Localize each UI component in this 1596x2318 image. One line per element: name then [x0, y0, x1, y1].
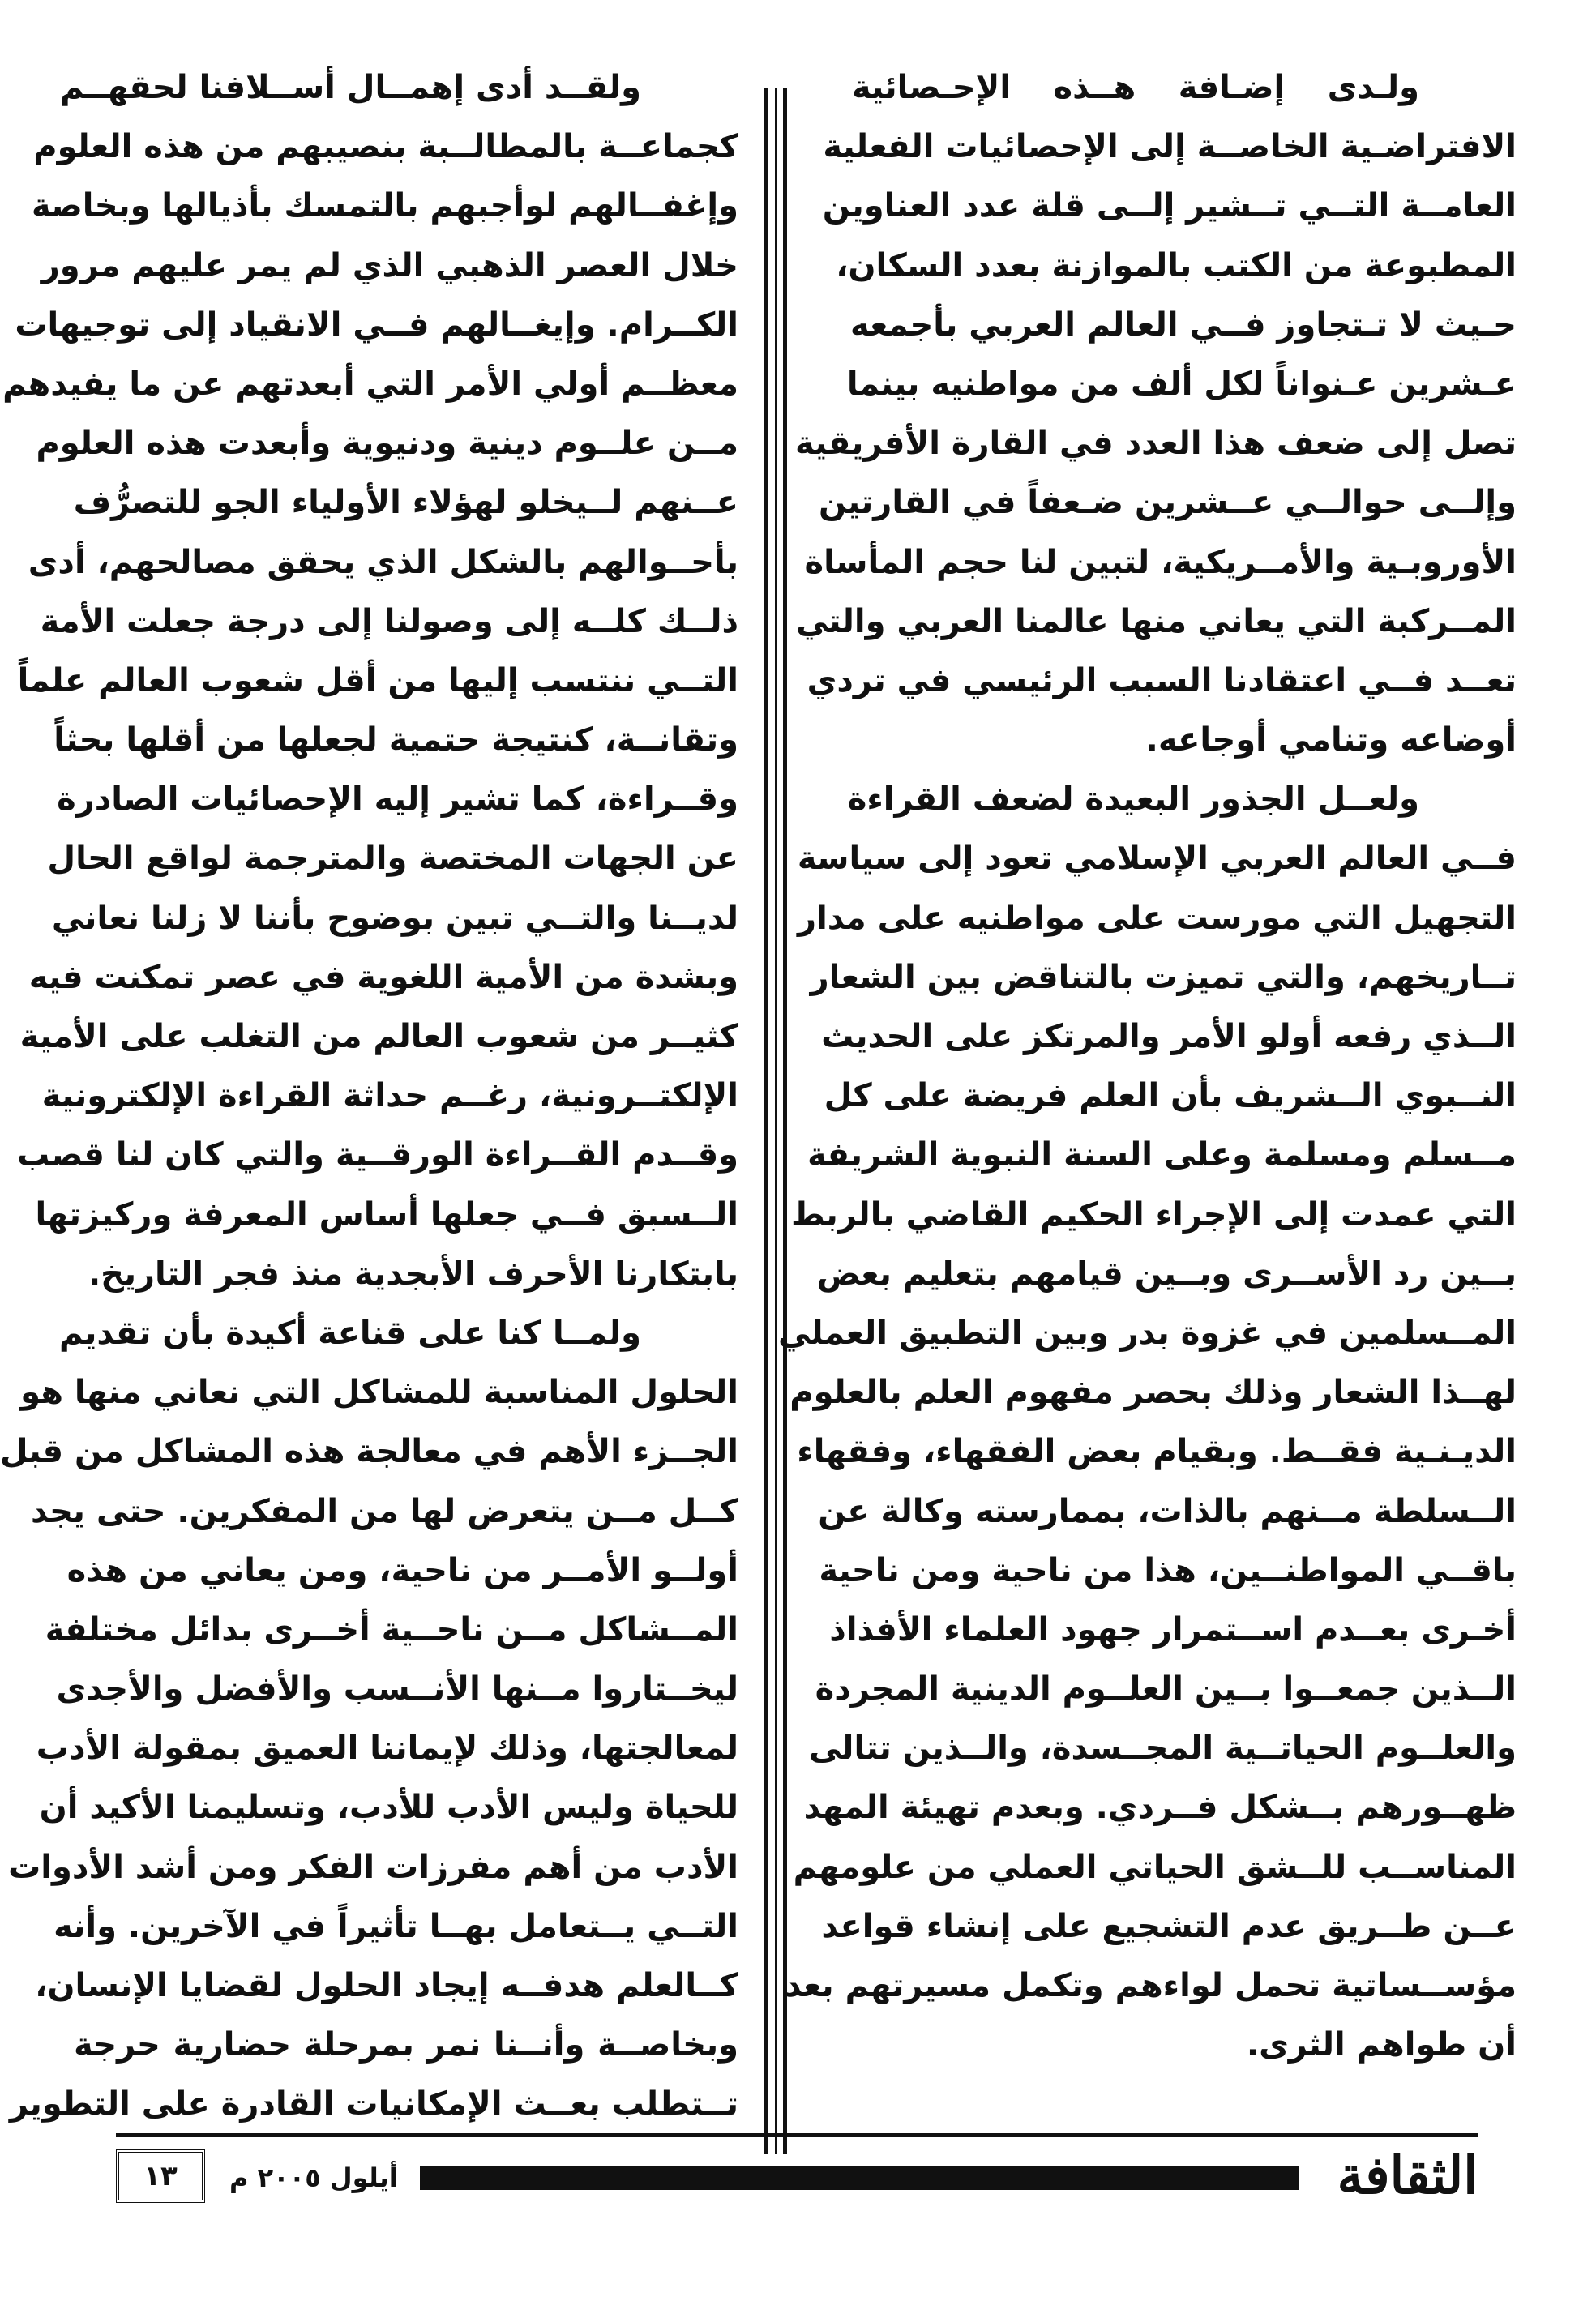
text-line: الــذي رفعه أولو الأمر والمرتكز على الحديث: [821, 1018, 1517, 1055]
text-line: تصل إلى ضعف هذا العدد في القارة الأفريقية: [795, 425, 1517, 463]
text-line: حـيث لا تـتجاوز فــي العالم العربي بأجمعه: [849, 306, 1517, 344]
text-line: العامــة التــي تــشير إلــى قلة عدد العناوين: [822, 187, 1517, 225]
text-line: الأوروبـية والأمــريكية، لتبين لنا حجم المأساة: [804, 543, 1517, 581]
text-line: الحلول المناسبة للمشاكل التي نعاني منها هو: [20, 1374, 738, 1412]
text-line: عـشرين عـنواناً لكل ألف من مواطنيه بينما: [846, 365, 1517, 403]
text-line: الجــزء الأهم في معالجة هذه المشاكل من قبل: [0, 1433, 738, 1471]
text-line: كثيــر من شعوب العالم من التغلب على الأمية: [19, 1018, 738, 1055]
text-line: الــذين جمعــوا بــين العلــوم الدينية المجردة: [815, 1670, 1517, 1709]
page-number: ١٣: [116, 2149, 205, 2203]
text-line: الديـنـية فقــط. وبقيام بعض الفقهاء، وفقهاء: [797, 1433, 1517, 1471]
text-line: بــين رد الأســرى وبــين قيامهم بتعليم بعض: [816, 1255, 1517, 1293]
footer-rule: [116, 2133, 1478, 2137]
text-line: وبشدة من الأمية اللغوية في عصر تمكنت فيه: [28, 958, 738, 996]
text-line: تــتطلب بعــث الإمكانيات القادرة على التطوير: [9, 2085, 738, 2123]
text-line: التي عمدت إلى الإجراء الحكيم القاضي بالربط: [790, 1195, 1517, 1234]
text-line: الإلكتــرونية، رغــم حداثة القراءة الإلكترونية: [41, 1077, 738, 1115]
footer-bar: [420, 2166, 1299, 2190]
text-line: النــبوي الــشريف بأن العلم فريضة على كل: [824, 1077, 1517, 1115]
text-line: ولـدى إضـافة هــذه الإحـصائية: [852, 69, 1419, 106]
text-line: مؤســساتية تحمل لواءهم وتكمل مسيرتهم بعد: [784, 1967, 1517, 2004]
text-line: مــسلم ومسلمة وعلى السنة النبوية الشريفة: [807, 1136, 1517, 1174]
text-line: المــسلمين في غزوة بدر وبين التطبيق العملي: [778, 1314, 1517, 1352]
text-line: التــي يــتعامل بهــا تأثيراً في الآخرين. وأنه: [53, 1907, 738, 1945]
text-line: التــي ننتسب إليها من أقل شعوب العالم علماً: [17, 661, 738, 699]
text-line: وقــدم القــراءة الورقــية والتي كان لنا قصب: [17, 1136, 738, 1174]
text-line: التجهيل التي مورست على مواطنيه على مدار: [798, 899, 1517, 937]
page-footer: [116, 2133, 1478, 2214]
text-line: الأدب من أهم مفرزات الفكر ومن أشد الأدوات: [8, 1848, 738, 1886]
text-line: تــاريخهم، والتي تميزت بالتناقض بين الشعار: [810, 958, 1517, 996]
text-line: المــشاكل مــن ناحــية أخــرى بدائل مختلفة: [45, 1610, 738, 1649]
text-line: وقــراءة، كما تشير إليه الإحصائيات الصادرة: [57, 781, 738, 819]
text-line: باقــي المواطنــين، هذا من ناحية ومن ناحية: [819, 1551, 1517, 1589]
text-line: أخـرى بعــدم اســتمرار جهود العلماء الأفذاذ: [829, 1610, 1517, 1649]
text-line: لديــنا والتــي تبين بوضوح بأننا لا زلنا نعاني: [51, 899, 738, 937]
text-line: فــي العالم العربي الإسلامي تعود إلى سياسة: [797, 840, 1517, 878]
text-line: كــالعلم هدفــه إيجاد الحلول لقضايا الإنسان،: [35, 1967, 738, 2004]
article-column-right: [778, 58, 1517, 2075]
text-line: للحياة وليس الأدب للأدب، وتسليمنا الأكيد أن: [39, 1789, 738, 1827]
text-line: الافتراضـية الخاصــة إلى الإحصائيات الفعلية: [823, 128, 1517, 166]
magazine-logo: الثقافة: [1337, 2145, 1478, 2206]
text-line: معظــم أولي الأمر التي أبعدتهم عن ما يفيدهم: [2, 365, 738, 403]
column-divider: [764, 88, 787, 2154]
text-line: المناســب للــشق الحياتي العملي من علومهم: [793, 1848, 1517, 1886]
text-line: ولمــا كنا على قناعة أكيدة بأن تقديم: [59, 1314, 641, 1352]
text-line: والعلــوم الحياتــية المجــسدة، والــذين تتالى: [808, 1730, 1517, 1768]
article-column-left: [0, 58, 738, 2135]
text-line: بابتكارنا الأحرف الأبجدية منذ فجر التاريخ.: [88, 1255, 738, 1293]
text-line: لهــذا الشعار وذلك بحصر مفهوم العلم بالعلوم: [789, 1374, 1517, 1412]
text-line: وتقانــة، كنتيجة حتمية لجعلها من أقلها بحثاً: [53, 721, 738, 759]
text-line: الــسبق فــي جعلها أساس المعرفة وركيزتها: [35, 1195, 738, 1234]
issue-date: أيلول ٢٠٠٥ م: [229, 2162, 398, 2193]
text-line: عــنهم لــيخلو لهؤلاء الأولياء الجو للتصرُّف: [73, 484, 738, 522]
text-line: كــل مــن يتعرض لها من المفكرين. حتى يجد: [31, 1492, 738, 1530]
text-line: أن طواهم الثرى.: [1246, 2026, 1517, 2064]
text-line: وإلــى حوالــي عــشرين ضـعفاً في القارتين: [818, 484, 1517, 522]
text-line: تعــد فــي اعتقادنا السبب الرئيسي في تردي: [807, 661, 1517, 699]
text-line: أولــو الأمــر من ناحية، ومن يعاني من هذه: [66, 1551, 738, 1589]
text-line: ظهــورهم بــشكل فــردي. وبعدم تهيئة المهد: [803, 1789, 1517, 1827]
text-line: ذلــك كلــه إلى وصولنا إلى درجة جعلت الأمة: [40, 602, 738, 640]
text-line: مــن علــوم دينية ودنيوية وأبعدت هذه العلوم: [36, 425, 738, 463]
text-line: أوضاعه وتنامي أوجاعه.: [1145, 721, 1517, 759]
text-line: ولعــل الجذور البعيدة لضعف القراءة: [847, 781, 1419, 819]
text-line: خلال العصر الذهبي الذي لم يمر عليهم مرور: [41, 246, 738, 284]
text-line: المــركبة التي يعاني منها عالمنا العربي والتي: [796, 602, 1517, 640]
text-line: كجماعــة بالمطالــبة بنصيبهم من هذه العلوم: [33, 128, 738, 166]
text-line: عــن طــريق عدم التشجيع على إنشاء قواعد: [821, 1907, 1517, 1945]
text-line: ليخــتاروا مــنها الأنــسب والأفضل والأجدى: [56, 1670, 738, 1709]
text-line: بأحــوالهم بالشكل الذي يحقق مصالحهم، أدى: [28, 543, 738, 581]
text-line: المطبوعة من الكتب بالموازنة بعدد السكان،: [836, 246, 1517, 284]
text-line: الــسلطة مــنهم بالذات، بممارسته وكالة عن: [818, 1492, 1517, 1530]
text-line: وبخاصــة وأنــنا نمر بمرحلة حضارية حرجة: [74, 2026, 738, 2064]
text-line: لمعالجتها، وذلك لإيماننا العميق بمقولة الأدب: [36, 1730, 738, 1768]
text-line: وإغفــالهم لوأجبهم بالتمسك بأذيالها وبخاصة: [31, 187, 738, 225]
text-line: الكــرام. وإيغــالهم فــي الانقياد إلى توجيهات: [15, 306, 738, 344]
text-line: عن الجهات المختصة والمترجمة لواقع الحال: [47, 840, 738, 878]
text-line: ولقــد أدى إهمــال أســلافنا لحقهــم: [59, 69, 641, 106]
